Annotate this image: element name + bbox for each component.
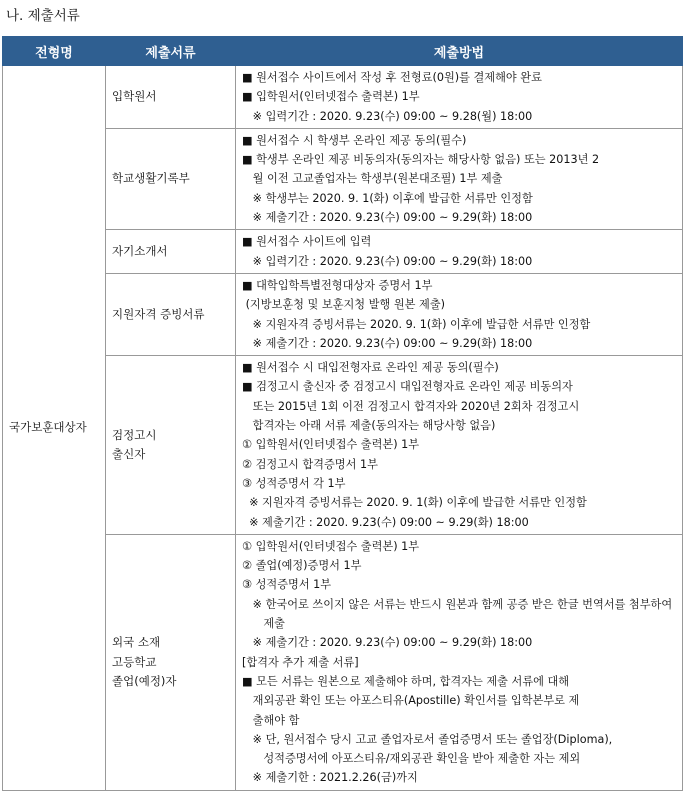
- document-name-line: 졸업(예정)자: [112, 673, 177, 688]
- method-line: 재외공관 확인 또는 아포스티유(Apostille) 확인서를 입학본부로 제: [242, 694, 580, 708]
- method-line: ※ 제출기간 : 2020. 9.23(수) 09:00 ~ 9.29(화) 18:00: [242, 636, 533, 650]
- method-line: ■ 학생부 온라인 제공 비동의자(동의자는 해당사항 없음) 또는 2013년 2: [242, 153, 600, 167]
- method-line: ① 입학원서(인터넷접수 출력본) 1부: [242, 438, 420, 452]
- submission-documents-table: [2, 36, 683, 791]
- method-line: ■ 원서접수 시 대입전형자료 온라인 제공 동의(필수): [242, 361, 499, 375]
- method-line: ■ 검정고시 출신자 중 검정고시 대입전형자료 온라인 제공 비동의자: [242, 380, 573, 394]
- submission-method-cell: [236, 356, 683, 535]
- table-header-row: [3, 37, 683, 66]
- method-line: 합격자는 아래 서류 제출(동의자는 해당사항 없음): [242, 419, 496, 433]
- method-line: ■ 원서접수 시 학생부 온라인 제공 동의(필수): [242, 133, 467, 147]
- method-line: ※ 지원자격 증빙서류는 2020. 9. 1(화) 이후에 발급한 서류만 인정함: [242, 496, 587, 510]
- document-name-line: 검정고시: [112, 427, 157, 442]
- table-body: [3, 66, 683, 791]
- document-name-line: 자기소개서: [112, 244, 168, 259]
- method-line: ■ 모든 서류는 원본으로 제출해야 하며, 합격자는 제출 서류에 대해: [242, 674, 570, 688]
- method-line: ※ 한국어로 쓰이지 않은 서류는 반드시 원본과 함께 공증 받은 한글 번역서를 첨부하여: [242, 597, 673, 611]
- submission-method-cell: [236, 66, 683, 129]
- method-line: ■ 입학원서(인터넷접수 출력본) 1부: [242, 90, 420, 104]
- section-title: 나. 제출서류: [6, 8, 80, 24]
- document-name-cell: [106, 356, 236, 535]
- submission-method-cell: [236, 128, 683, 229]
- method-line: ※ 입력기간 : 2020. 9.23(수) 09:00 ~ 9.29(화) 18:00: [242, 254, 533, 268]
- method-line: ■ 원서접수 사이트에 입력: [242, 235, 372, 249]
- document-name-line: 외국 소재: [112, 635, 161, 650]
- method-line: (지방보훈청 및 보훈지청 발행 원본 제출): [242, 298, 445, 312]
- document-name-cell: [106, 230, 236, 274]
- method-line: ※ 제출기간 : 2020. 9.23(수) 09:00 ~ 9.29(화) 18:00: [242, 336, 533, 350]
- track-name-cell: 국가보훈대상자: [3, 66, 106, 791]
- table-row: [3, 66, 683, 129]
- document-name-cell: [106, 128, 236, 229]
- method-line: 또는 2015년 1회 이전 검정고시 합격자와 2020년 2회차 검정고시: [242, 399, 580, 413]
- header-track: 전형명: [3, 37, 106, 66]
- method-line: ※ 지원자격 증빙서류는 2020. 9. 1(화) 이후에 발급한 서류만 인정함: [242, 317, 591, 331]
- method-line: ※ 제출기한 : 2021.2.26(금)까지: [242, 771, 418, 785]
- method-line: ■ 원서접수 사이트에서 작성 후 전형료(0원)를 결제해야 완료: [242, 71, 542, 84]
- header-method: 제출방법: [236, 37, 683, 66]
- method-line: ③ 성적증명서 1부: [242, 578, 332, 592]
- method-line: 월 이전 고교졸업자는 학생부(원본대조필) 1부 제출: [242, 172, 503, 186]
- document-name-line: 입학원서: [112, 89, 157, 104]
- document-name-line: 지원자격 증빙서류: [112, 306, 205, 321]
- document-name-cell: [106, 66, 236, 129]
- document-name-line: 출신자: [112, 446, 146, 461]
- method-line: ※ 입력기간 : 2020. 9.23(수) 09:00 ~ 9.28(월) 18:00: [242, 109, 533, 123]
- document-name-line: 고등학교: [112, 654, 157, 669]
- method-line: ② 검정고시 합격증명서 1부: [242, 457, 378, 471]
- document-name-cell: [106, 273, 236, 355]
- method-line: ③ 성적증명서 각 1부: [242, 476, 346, 490]
- submission-method-cell: [236, 273, 683, 355]
- method-line: ※ 제출기간 : 2020. 9.23(수) 09:00 ~ 9.29(화) 18:00: [242, 211, 533, 225]
- method-line: 출해야 함: [242, 713, 300, 727]
- method-line: 제출: [242, 617, 285, 631]
- method-line: ※ 제출기간 : 2020. 9.23(수) 09:00 ~ 9.29(화) 18:00: [242, 515, 529, 529]
- header-documents: 제출서류: [106, 37, 236, 66]
- submission-method-cell: [236, 230, 683, 274]
- document-name-line: 학교생활기록부: [112, 171, 190, 186]
- method-line: ① 입학원서(인터넷접수 출력본) 1부: [242, 539, 420, 553]
- method-line: ② 졸업(예정)증명서 1부: [242, 559, 362, 573]
- method-line: 성적증명서에 아포스티유/재외공관 확인을 받아 제출한 자는 제외: [242, 752, 581, 766]
- method-line: ※ 학생부는 2020. 9. 1(화) 이후에 발급한 서류만 인정함: [242, 191, 533, 205]
- method-line: ※ 단, 원서접수 당시 고교 졸업자로서 졸업증명서 또는 졸업장(Diploma),: [242, 732, 613, 746]
- method-line: [합격자 추가 제출 서류]: [242, 655, 359, 669]
- method-line: ■ 대학입학특별전형대상자 증명서 1부: [242, 278, 433, 292]
